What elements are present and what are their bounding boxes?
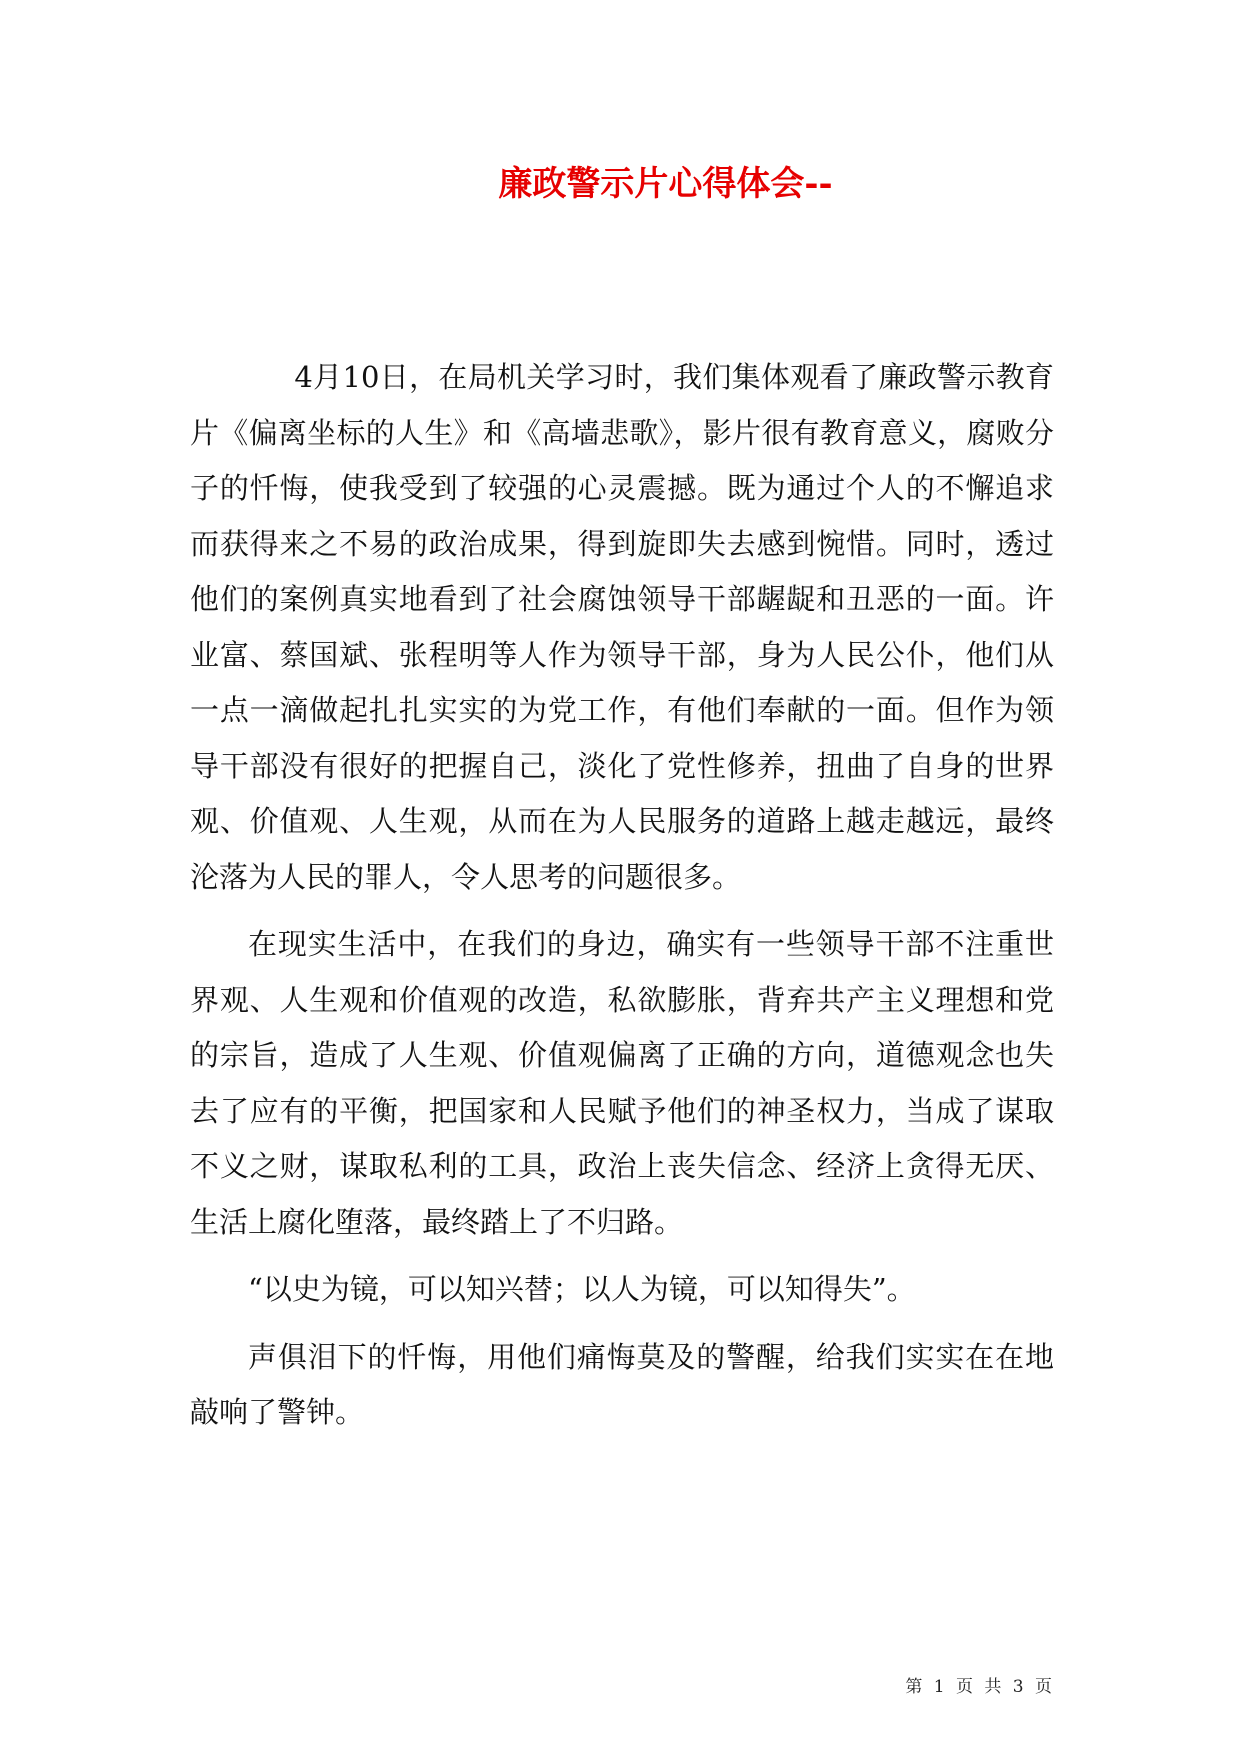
paragraph-2: 在现实生活中，在我们的身边，确实有一些领导干部不注重世界观、人生观和价值观的改造，私欲膨胀，背弃共产主义理想和党的宗旨，造成了人生观、价值观偏离了正确的方向，道德观念也失去了应有的平衡，把国家和人民赋予他们的神圣权力，当成了谋取不义之财，谋取私利的工具，政治上丧失信念、经济上贪得无厌、生活上腐化堕落，最终踏上了不归路。	[190, 927, 1054, 1239]
page-number-footer: 第 1 页 共 3 页	[905, 1677, 1052, 1697]
paragraph-1: 4月10日，在局机关学习时，我们集体观看了廉政警示教育片《偏离坐标的人生》和《高墙悲歌》，影片很有教育意义，腐败分子的忏悔，使我受到了较强的心灵震撼。既为通过个人的不懈追求而获得来之不易的政治成果，得到旋即失去感到惋惜。同时，透过他们的案例真实地看到了社会腐蚀领导干部龌龊和丑恶的一面。许业富、蔡国斌、张程明等人作为领导干部，身为人民公仆，他们从一点一滴做起扎扎实实的为党工作，有他们奉献的一面。但作为领导干部没有很好的把握自己，淡化了党性修养，扭曲了自身的世界观、价值观、人生观，从而在为人民服务的道路上越走越远，最终沦落为人民的罪人，令人思考的问题很多。	[190, 360, 1054, 894]
paragraph-4: 声俱泪下的忏悔，用他们痛悔莫及的警醒，给我们实实在在地敲响了警钟。	[190, 1339, 1054, 1429]
document-body	[190, 350, 1054, 1441]
paragraph-quote: “以史为镜，可以知兴替；以人为镜，可以知得失”。	[248, 1272, 916, 1306]
document-title: 廉政警示片心得体会--	[498, 164, 833, 204]
